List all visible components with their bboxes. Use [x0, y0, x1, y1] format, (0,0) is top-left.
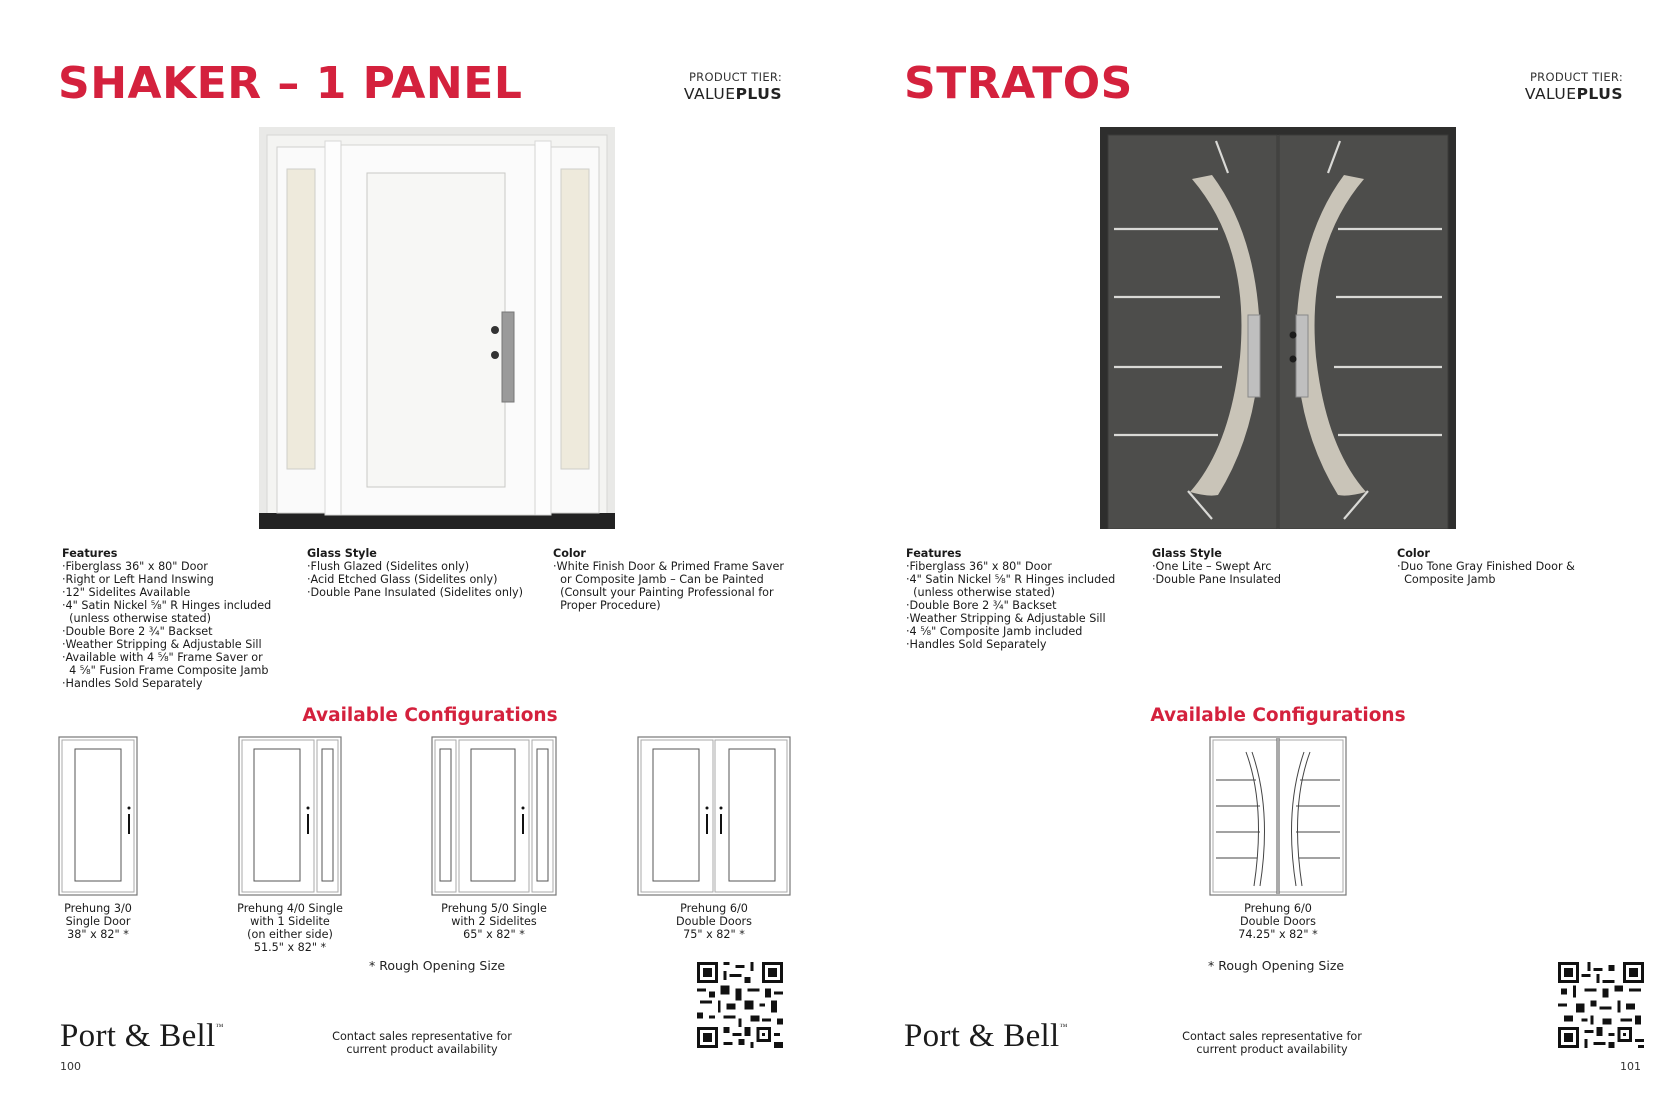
feature-item: ·Weather Stripping & Adjustable Sill	[906, 612, 1106, 625]
contact-note: Contact sales representative for current product availability	[332, 1030, 512, 1056]
shaker-door-photo	[259, 127, 615, 529]
port-bell-logo: Port & Bell™	[60, 1018, 224, 1054]
feature-item: ·Fiberglass 36" x 80" Door	[906, 560, 1052, 573]
config-single-2-sidelites	[426, 736, 562, 941]
product-title: STRATOS	[904, 58, 1133, 109]
qr-code-icon[interactable]	[1558, 962, 1644, 1048]
glass-item: ·Double Pane Insulated (Sidelites only)	[307, 586, 524, 599]
config-double-doors	[1208, 736, 1348, 941]
glass-style-block	[1152, 547, 1281, 586]
color-item: or Composite Jamb – Can be Painted	[553, 573, 764, 586]
stratos-door-photo	[1100, 127, 1456, 529]
color-item: Proper Procedure)	[553, 599, 661, 612]
color-item: ·White Finish Door & Primed Frame Saver	[553, 560, 784, 573]
color-heading: Color	[553, 547, 586, 560]
feature-item: ·4 ⅝" Composite Jamb included	[906, 625, 1083, 638]
color-heading: Color	[1397, 547, 1430, 560]
product-title: SHAKER – 1 PANEL	[58, 58, 523, 109]
tier-value: VALUEPLUS	[683, 85, 782, 103]
glass-style-block	[307, 547, 523, 599]
config-diagram	[426, 736, 562, 896]
feature-item: ·Available with 4 ⅝" Frame Saver or	[62, 651, 263, 664]
glass-item: ·Acid Etched Glass (Sidelites only)	[307, 573, 498, 586]
color-item: Composite Jamb	[1397, 573, 1496, 586]
config-diagram	[636, 736, 792, 896]
features-heading: Features	[906, 547, 962, 560]
config-single-1-sidelite	[232, 736, 348, 954]
feature-item: ·Handles Sold Separately	[62, 677, 203, 690]
glass-item: ·Flush Glazed (Sidelites only)	[307, 560, 470, 573]
config-caption: Prehung 6/0 Double Doors 74.25" x 82" *	[1238, 902, 1318, 941]
glass-item: ·One Lite – Swept Arc	[1152, 560, 1272, 573]
feature-item: ·Handles Sold Separately	[906, 638, 1047, 651]
port-bell-logo: Port & Bell™	[904, 1018, 1068, 1054]
config-caption: Prehung 4/0 Single with 1 Sidelite (on either side) 51.5" x 82" *	[237, 902, 343, 954]
color-block	[1397, 547, 1575, 586]
rough-opening-note: * Rough Opening Size	[1208, 958, 1345, 973]
config-double-doors	[636, 736, 792, 941]
feature-item: (unless otherwise stated)	[62, 612, 211, 625]
page-number: 101	[1620, 1060, 1641, 1073]
tier-label: PRODUCT TIER:	[688, 70, 782, 84]
right-page	[840, 0, 1680, 1104]
config-diagram	[232, 736, 348, 896]
config-single-door	[40, 736, 156, 941]
config-caption: Prehung 3/0 Single Door 38" x 82" *	[64, 902, 132, 941]
feature-item: ·4" Satin Nickel ⅝" R Hinges included	[906, 573, 1116, 586]
feature-item: ·Double Bore 2 ¾" Backset	[906, 599, 1057, 612]
feature-item: ·Right or Left Hand Inswing	[62, 573, 214, 586]
page-number: 100	[60, 1060, 81, 1073]
product-tier	[684, 70, 782, 103]
color-item: ·Duo Tone Gray Finished Door &	[1397, 560, 1575, 573]
glass-item: ·Double Pane Insulated	[1152, 573, 1282, 586]
glass-style-heading: Glass Style	[307, 547, 377, 560]
feature-item: ·Double Bore 2 ¾" Backset	[62, 625, 213, 638]
config-caption: Prehung 6/0 Double Doors 75" x 82" *	[676, 902, 752, 941]
feature-item: (unless otherwise stated)	[906, 586, 1055, 599]
qr-code-icon[interactable]	[697, 962, 783, 1048]
color-block	[553, 547, 784, 612]
tier-value: VALUEPLUS	[1524, 85, 1623, 103]
color-item: (Consult your Painting Professional for	[553, 586, 774, 599]
feature-item: ·4" Satin Nickel ⅝" R Hinges included	[62, 599, 272, 612]
feature-item: ·12" Sidelites Available	[62, 586, 191, 599]
config-diagram	[1208, 736, 1348, 896]
rough-opening-note: * Rough Opening Size	[369, 958, 506, 973]
features-block	[62, 547, 271, 690]
feature-item: ·Fiberglass 36" x 80" Door	[62, 560, 208, 573]
config-diagram	[40, 736, 156, 896]
configs-title: Available Configurations	[302, 705, 558, 726]
features-block	[906, 547, 1115, 651]
configs-title: Available Configurations	[1150, 705, 1406, 726]
contact-note: Contact sales representative for current product availability	[1182, 1030, 1362, 1056]
feature-item: 4 ⅝" Fusion Frame Composite Jamb	[62, 664, 269, 677]
product-tier	[1525, 70, 1623, 103]
config-caption: Prehung 5/0 Single with 2 Sidelites 65" x 82" *	[441, 902, 547, 941]
features-heading: Features	[62, 547, 118, 560]
glass-style-heading: Glass Style	[1152, 547, 1222, 560]
tier-label: PRODUCT TIER:	[1529, 70, 1623, 84]
feature-item: ·Weather Stripping & Adjustable Sill	[62, 638, 262, 651]
